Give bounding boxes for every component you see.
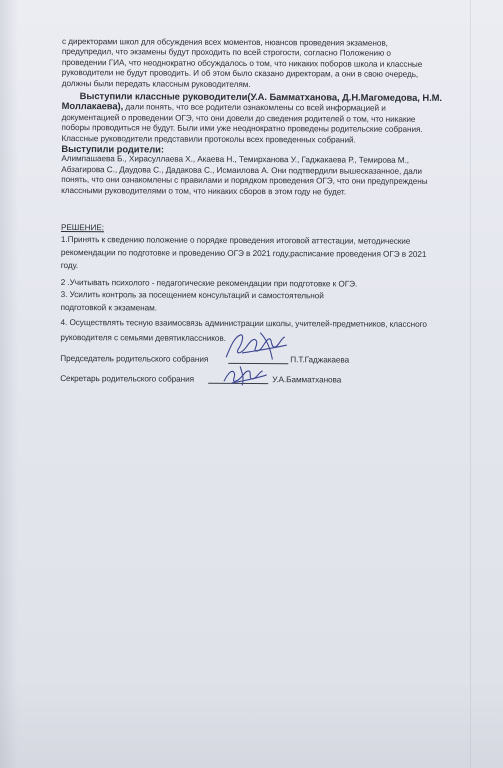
text-line: проведении ГИА, что неоднократно обсуждалось о том, что никаких поборов школа и классные bbox=[61, 57, 423, 69]
paragraph-exam-rules bbox=[62, 37, 472, 91]
paragraph-teachers bbox=[61, 91, 471, 146]
text-line: руководители не будут проводить. И об этом было сказано директорам, а они в свою очередь, bbox=[61, 68, 419, 80]
decision-heading: РЕШЕНИЕ: bbox=[60, 223, 105, 233]
text-line: Алимпашаева Б., Хирасуллаева Х., Акаева Н., Темирханова У., Гаджакаева Р., Темирова М., bbox=[61, 154, 410, 166]
decision-item-3: 3. Усилить контроль за посещением консультаций и самостоятельной bbox=[60, 290, 324, 301]
text-line: с директорами школ для обсуждения всех моментов, нюансов проведения экзаменов, bbox=[61, 37, 388, 48]
text-line: классными руководителями о том, что никаких сборов в этом году не будет. bbox=[61, 185, 346, 197]
text-line: Классные руководители представили протоколы всех проведенных собраний. bbox=[61, 133, 356, 145]
paragraph-parents bbox=[61, 144, 471, 198]
text-line: документацией о проведении ОГЭ, что они довели до сведения родителей о том, что никакие bbox=[61, 112, 416, 124]
text-line: должны были передать классным руководителям. bbox=[61, 78, 251, 89]
text-line: поборы проводиться не будут. Были ими уже неоднократно проведены родительские собрания. bbox=[61, 123, 423, 135]
text-line: подготовкой к экзаменам. bbox=[60, 302, 157, 313]
chair-name: П.Т.Гаджакаева bbox=[290, 354, 350, 365]
text-line: руководителя с семьями девятиклассников. bbox=[60, 333, 226, 344]
secretary-signature-row bbox=[60, 370, 470, 390]
document-body bbox=[60, 37, 472, 390]
decision-item-1: 1.Принять к сведению положение о порядке проведения итоговой аттестации, методические bbox=[60, 234, 411, 246]
chair-handwritten-signature bbox=[220, 329, 292, 363]
secretary-handwritten-signature bbox=[220, 363, 270, 387]
secretary-name: У.А.Бамматханова bbox=[272, 374, 342, 385]
text-line: Абзагирова С., Даудова С., Дадакова С., Исмаилова А. Они подтвердили вышесказанное, дали bbox=[61, 164, 422, 176]
text-line: году. bbox=[60, 261, 79, 271]
spacer bbox=[61, 196, 471, 225]
text-line: рекомендации по подготовке и проведению ОГЭ в 2021 году,расписание проведения ОГЭ в 2021 bbox=[60, 247, 427, 259]
teachers-heading-continued: Моллакаева), bbox=[61, 100, 124, 112]
page-bottom-shadow bbox=[0, 678, 503, 768]
decision-section bbox=[60, 223, 471, 346]
text-line: предупредил, что экзамены будут проходить по всей строгости, согласно Положению о bbox=[61, 47, 391, 59]
chair-label: Председатель родительского собрания bbox=[60, 353, 209, 364]
parents-heading: Выступили родители: bbox=[61, 143, 164, 155]
page-shadow bbox=[0, 0, 18, 768]
text-line: понять, что они ознакомлены с правилами и порядком проведения ОГЭ, что они предупреждены bbox=[61, 175, 428, 187]
decision-item-4: 4. Осуществлять тесную взаимосвязь администрации школы, учителей-предметников, классного bbox=[60, 317, 427, 329]
teachers-text: дали понять, что все родители ознакомлены со всей информацией и bbox=[123, 102, 386, 114]
secretary-label: Секретарь родительского собрания bbox=[60, 373, 195, 384]
decision-item-2: 2 .Учитывать психолого - педагогические рекомендации при подготовке к ОГЭ. bbox=[60, 277, 358, 289]
teachers-heading: Выступили классные руководители(У.А. Бамматханова, Д.Н.Магомедова, Н.М. bbox=[79, 90, 443, 104]
